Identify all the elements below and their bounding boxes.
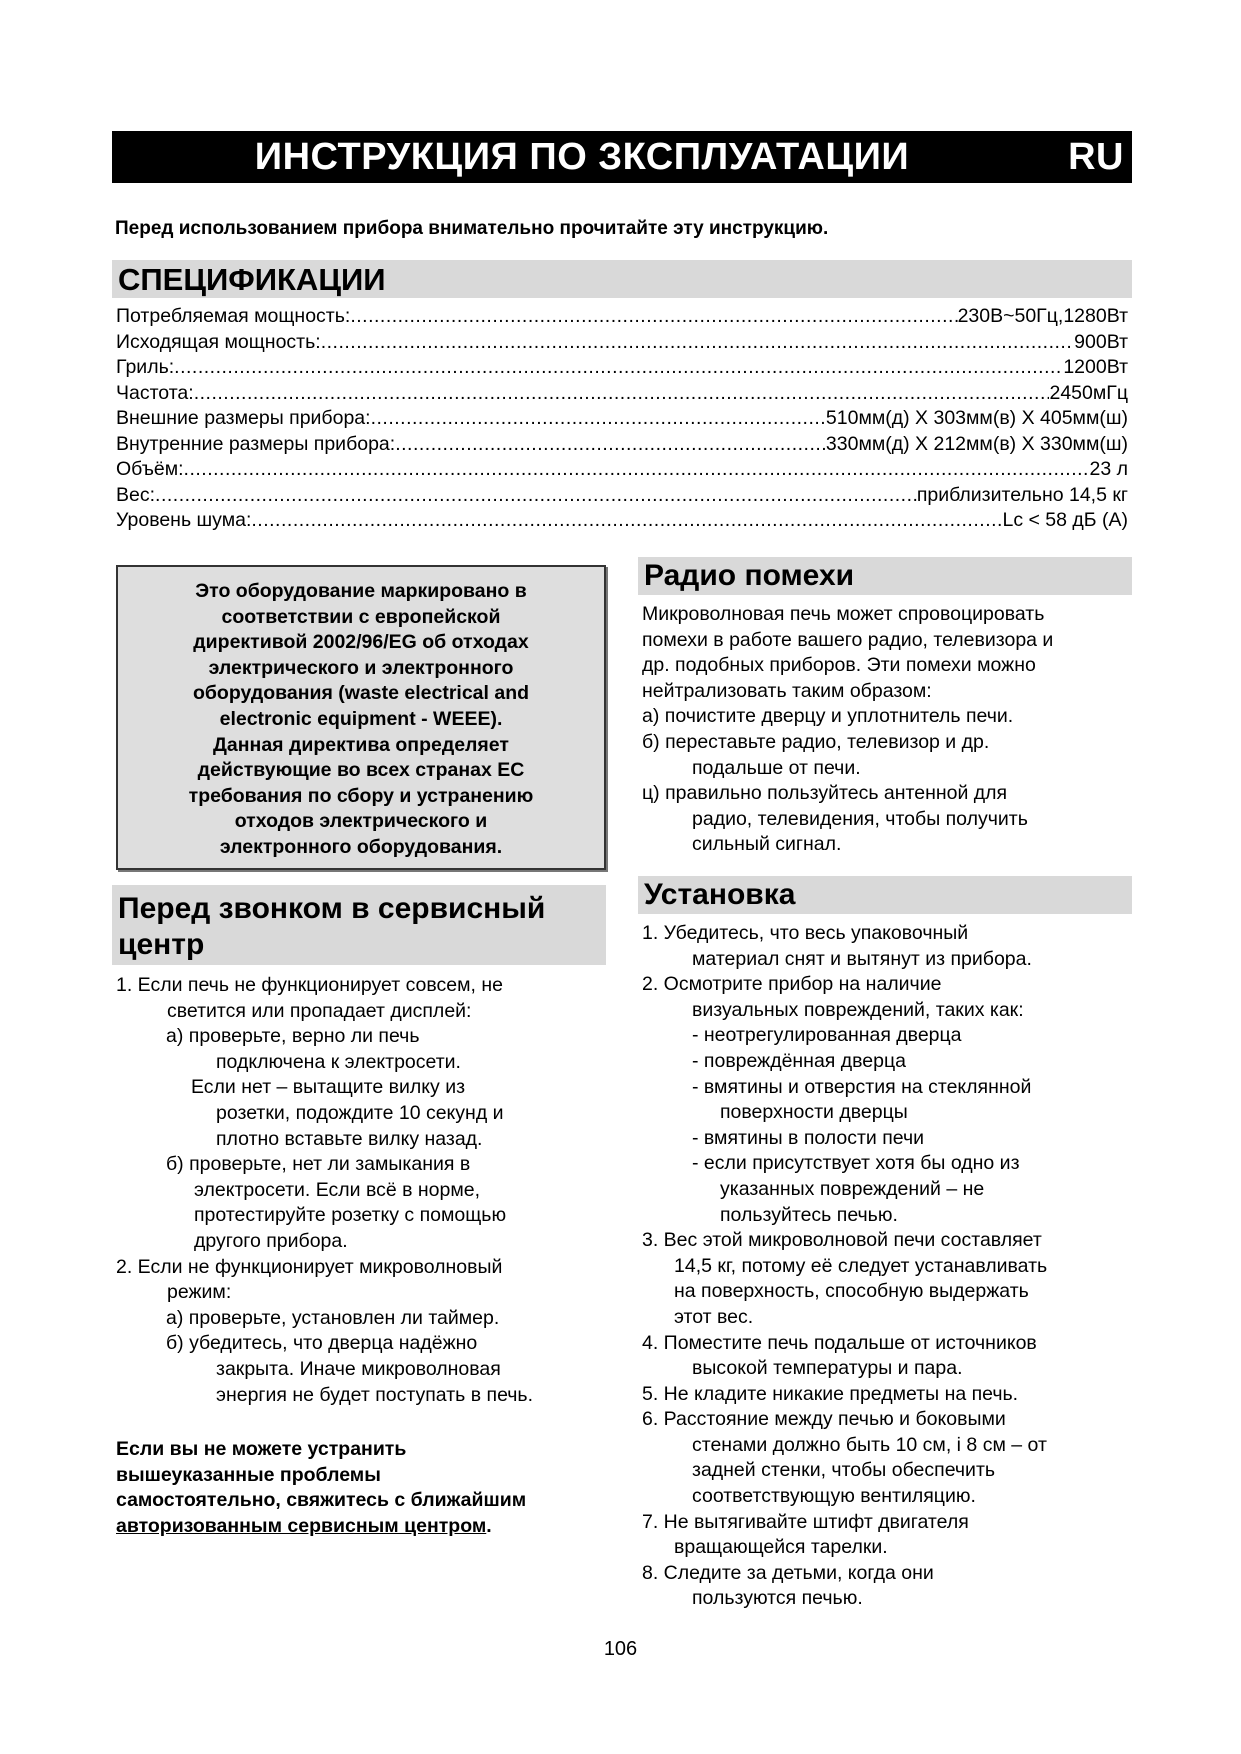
weee-notice-text (118, 579, 604, 861)
list-item: этот вес. (674, 1305, 754, 1328)
intro-note: Перед использованием прибора внимательно прочитайте эту инструкцию. (115, 218, 829, 239)
title-bar (112, 131, 1132, 183)
spec-row (116, 433, 1128, 459)
list-item: б) переставьте радио, телевизор и др. (642, 730, 990, 753)
weee-line: электронного оборудования. (219, 835, 503, 858)
spec-label: Вес: (116, 483, 156, 506)
list-item: поверхности дверцы (720, 1101, 908, 1124)
list-item: радио, телевидения, чтобы получить (692, 807, 1028, 830)
weee-line: оборудования (waste electrical and (192, 682, 530, 705)
specs-list (116, 305, 1128, 535)
weee-line: директивой 2002/96/EG об отходах (193, 631, 529, 654)
list-item: протестируйте розетку с помощью (194, 1204, 507, 1227)
list-item: вращающейся тарелки. (674, 1536, 888, 1559)
contact-line: Если вы не можете устранить (116, 1438, 407, 1460)
document-title: ИНСТРУКЦИЯ ПО ЗКСПЛУАТАЦИИ (254, 136, 910, 178)
list-item: режим: (167, 1281, 232, 1304)
spec-label: Потребляемая мощность: (116, 305, 351, 327)
weee-line: Это оборудование маркировано в (195, 580, 527, 602)
list-item: 1. Убедитесь, что весь упаковочный (642, 922, 969, 944)
leader-dots (184, 458, 1090, 481)
language-code: RU (1068, 136, 1124, 178)
list-item: закрыта. Иначе микроволновая (216, 1357, 501, 1380)
list-item: 8. Следите за детьми, когда они (642, 1561, 934, 1584)
leader-dots (371, 407, 826, 430)
spec-row (116, 458, 1128, 484)
install-heading: Установка (638, 876, 1132, 914)
list-item: Если нет – вытащите вилку из (191, 1076, 466, 1099)
weee-line: действующие во всех странах ЕС (197, 759, 525, 782)
weee-line: соответствии с европейской (221, 605, 501, 628)
list-item: пользуйтесь печью. (720, 1203, 898, 1226)
list-item: задней стенки, чтобы обеспечить (692, 1459, 996, 1482)
spec-label: Уровень шума: (116, 509, 252, 531)
list-item: 7. Не вытягивайте штифт двигателя (642, 1510, 969, 1533)
spec-value: Lc < 58 дБ (А) (1002, 509, 1128, 531)
list-item: б) проверьте, нет ли замыкания в (166, 1153, 471, 1176)
list-item: стенами должно быть 10 см, і 8 см – от (692, 1433, 1047, 1456)
list-item: сильный сигнал. (692, 833, 842, 856)
install-list (642, 921, 1137, 1612)
leader-dots (174, 356, 1063, 379)
list-item: материал снят и вытянут из прибора. (692, 947, 1032, 970)
list-item: на поверхность, способную выдержать (674, 1280, 1029, 1303)
list-item: - вмятины в полости печи (692, 1126, 925, 1149)
leader-dots (155, 484, 917, 507)
list-item: 2. Если не функционирует микроволновый (116, 1255, 503, 1278)
list-item: 3. Вес этой микроволновой печи составляет (642, 1229, 1042, 1252)
service-heading (112, 885, 606, 965)
leader-dots (251, 509, 1002, 532)
weee-line: Данная директива определяет (213, 733, 509, 756)
spec-value: 1200Вт (1063, 356, 1128, 378)
spec-value: 330мм(д) Х 212мм(в) Х 330мм(ш) (825, 432, 1128, 455)
list-item: соответствующую вентиляцию. (692, 1485, 976, 1508)
spec-label: Внешние размеры прибора: (116, 407, 371, 429)
list-item: визуальных повреждений, таких как: (692, 998, 1024, 1021)
spec-value: приблизительно 14,5 кг (916, 483, 1128, 506)
weee-line: electronic equipment - WEEE). (219, 707, 503, 730)
spec-value: 23 л (1089, 458, 1128, 480)
spec-row (116, 509, 1128, 535)
leader-dots (350, 305, 957, 328)
list-item: указанных повреждений – не (720, 1177, 985, 1200)
list-item: 14,5 кг, потому её следует устанавливать (674, 1254, 1048, 1277)
list-item: пользуются печью. (692, 1587, 863, 1610)
list-item: 2. Осмотрите прибор на наличие (642, 973, 942, 996)
contact-line (116, 1514, 616, 1540)
radio-text (642, 602, 1132, 858)
leader-dots (321, 331, 1074, 354)
list-item: - неотрегулированная дверца (692, 1024, 962, 1047)
specs-heading: СПЕЦИФИКАЦИИ (112, 260, 1132, 298)
contact-line: самостоятельно, свяжитесь с ближайшим (116, 1489, 527, 1512)
spec-value: 510мм(д) Х 303мм(в) Х 405мм(ш) (825, 407, 1128, 429)
list-item: - повреждённая дверца (692, 1049, 906, 1072)
service-heading-line: Перед звонком в сервисный (118, 892, 546, 925)
list-item: энергия не будет поступать в печь. (216, 1383, 533, 1406)
list-item: электросети. Если всё в норме, (194, 1178, 481, 1201)
service-checklist (116, 973, 606, 1408)
weee-notice-box (116, 565, 606, 870)
list-item: высокой температуры и пара. (692, 1357, 963, 1380)
page-number: 106 (603, 1638, 638, 1660)
paragraph-line: нейтрализовать таким образом: (642, 679, 932, 702)
list-item: плотно вставьте вилку назад. (216, 1127, 483, 1150)
spec-label: Частота: (116, 381, 194, 404)
weee-line: отходов электрического и (234, 810, 488, 833)
spec-label: Гриль: (116, 356, 175, 378)
list-item: а) почистите дверцу и уплотнитель печи. (642, 705, 1014, 728)
spec-row (116, 356, 1128, 382)
list-item: 1. Если печь не функционирует совсем, не (116, 974, 503, 996)
paragraph-line: др. подобных приборов. Эти помехи можно (642, 654, 1036, 677)
list-item: - вмятины и отверстия на стеклянной (692, 1075, 1032, 1098)
paragraph-line: Микроволновая печь может спровоцировать (642, 603, 1045, 625)
service-contact-note (116, 1437, 616, 1539)
spec-label: Объём: (116, 458, 184, 480)
list-item: - если присутствует хотя бы одно из (692, 1152, 1020, 1175)
radio-heading: Радио помехи (638, 557, 1132, 595)
spec-label: Внутренние размеры прибора: (116, 432, 396, 455)
spec-row (116, 484, 1128, 510)
weee-line: электрического и электронного (208, 656, 514, 679)
spec-label: Исходящая мощность: (116, 330, 321, 353)
spec-row (116, 331, 1128, 357)
list-item: а) проверьте, верно ли печь (166, 1025, 420, 1048)
spec-value: 230В~50Гц,1280Вт (957, 305, 1128, 327)
list-item: подальше от печи. (692, 756, 861, 779)
paragraph-line: помехи в работе вашего радио, телевизора и (642, 628, 1054, 651)
list-item: светится или пропадает дисплей: (167, 999, 472, 1022)
spec-row (116, 407, 1128, 433)
list-item: розетки, подождите 10 секунд и (216, 1101, 504, 1124)
list-item: б) убедитесь, что дверца надёжно (166, 1332, 478, 1355)
list-item: другого прибора. (194, 1229, 348, 1252)
contact-end: . (486, 1514, 492, 1537)
spec-row (116, 305, 1128, 331)
list-item: 4. Поместите печь подальше от источников (642, 1331, 1037, 1354)
spec-value: 900Вт (1074, 330, 1128, 353)
list-item: 6. Расстояние между печью и боковыми (642, 1408, 1006, 1431)
weee-line: требования по сбору и устранению (188, 784, 534, 807)
leader-dots (194, 382, 1050, 405)
list-item: ц) правильно пользуйтесь антенной для (642, 782, 1008, 805)
contact-line: вышеуказанные проблемы (116, 1463, 381, 1486)
list-item: а) проверьте, установлен ли таймер. (166, 1306, 500, 1329)
spec-value: 2450мГц (1049, 381, 1128, 404)
leader-dots (395, 433, 826, 456)
service-heading-line: центр (118, 928, 205, 961)
spec-row (116, 382, 1128, 408)
list-item: подключена к электросети. (216, 1050, 461, 1073)
service-center-link-text: авторизованным сервисным центром (116, 1514, 487, 1537)
list-item: 5. Не кладите никакие предметы на печь. (642, 1382, 1019, 1405)
